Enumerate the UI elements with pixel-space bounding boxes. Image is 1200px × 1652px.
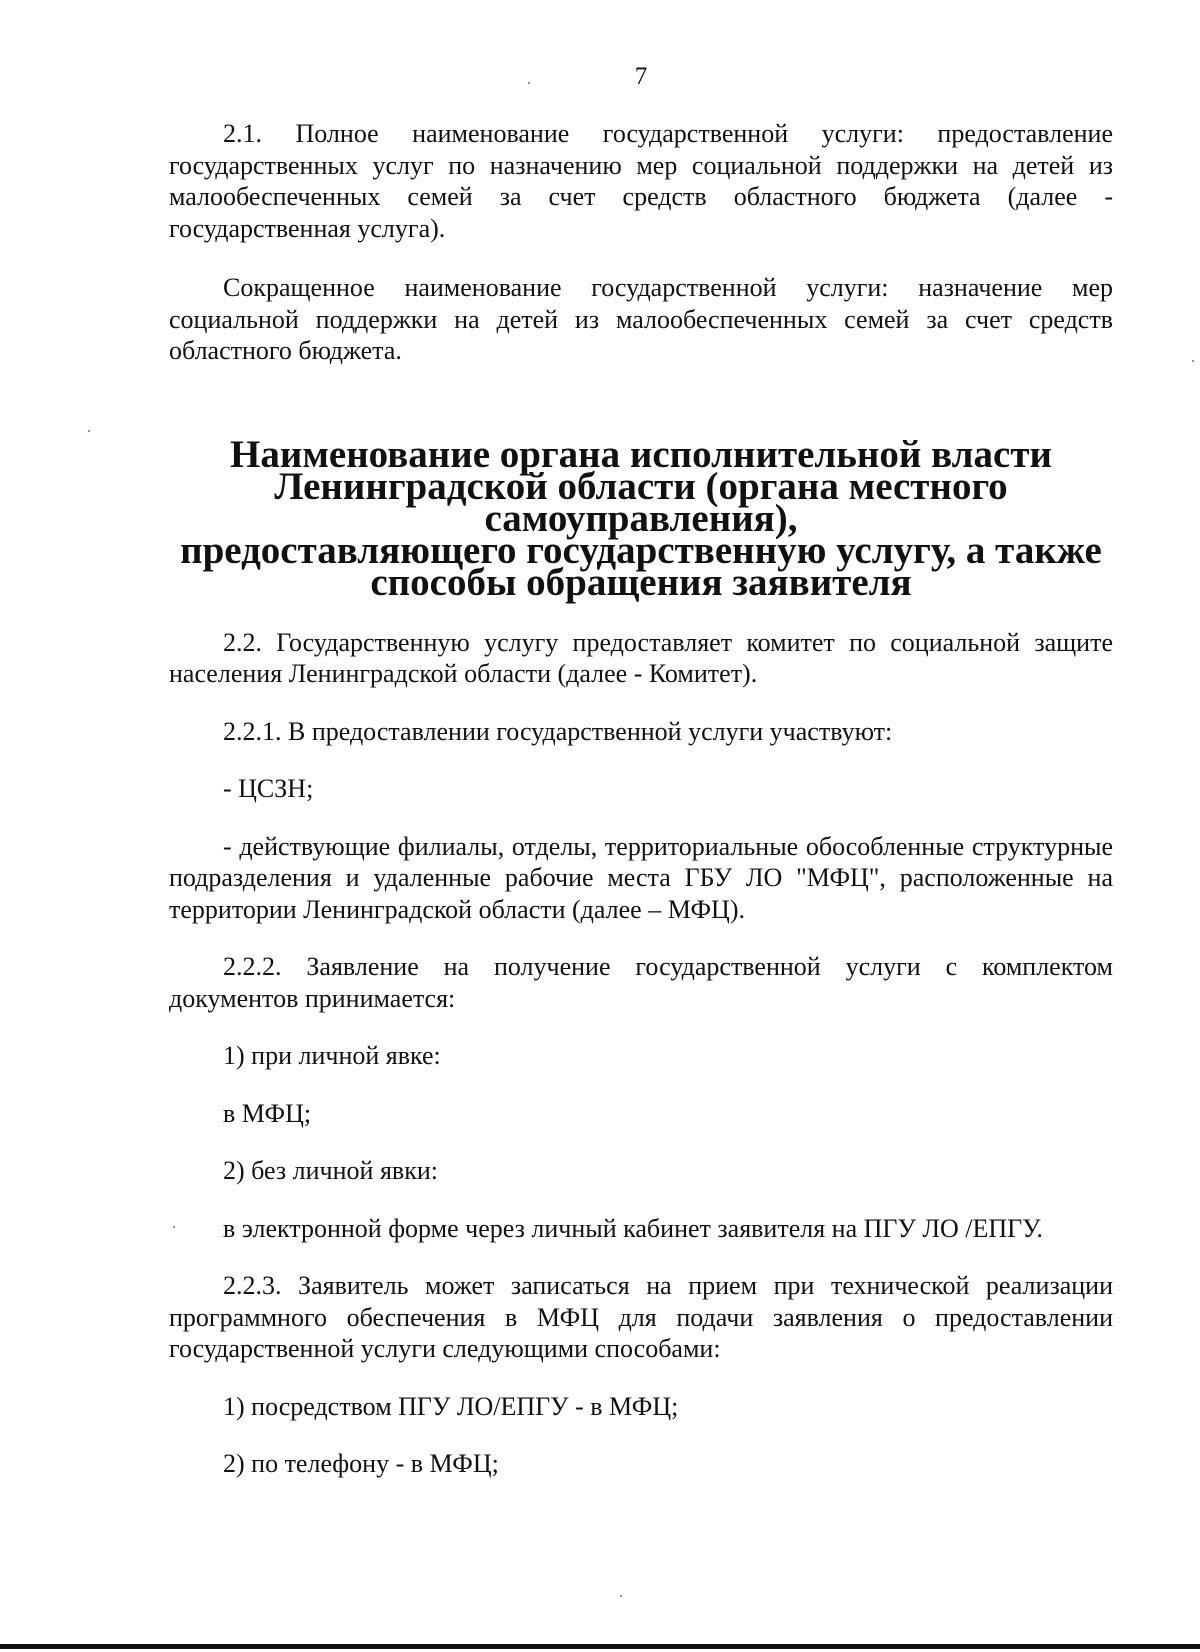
list-item-cszn: - ЦСЗН; xyxy=(223,774,314,803)
scan-speck xyxy=(1192,360,1194,362)
scan-bottom-edge xyxy=(0,1644,1200,1649)
list-item-in-mfc: в МФЦ; xyxy=(223,1098,312,1128)
section-heading xyxy=(169,432,1113,604)
paragraph-2-2-3: 2.2.3. Заявитель может записаться на прием при технической реализации программного обеспечения в МФЦ для подачи заявления о предоставлении государственной услуги следующими способами: xyxy=(169,1271,1113,1363)
document-body xyxy=(169,118,1113,1480)
scan-speck xyxy=(173,1226,175,1228)
paragraph-2-1-short-name: Сокращенное наименование государственной услуги: назначение мер социальной поддержки на детей из малообеспеченных семей за счет средств областного бюджета. xyxy=(169,273,1113,365)
paragraph-2-1-full-name: 2.1. Полное наименование государственной услуги: предоставление государственных услуг по назначению мер социальной поддержки на детей из малообеспеченных семей за счет средств областного бюджета (далее - государственная услуга). xyxy=(169,119,1113,243)
page-number: 7 xyxy=(634,63,648,90)
list-item-by-phone: 2) по телефону - в МФЦ; xyxy=(223,1449,499,1478)
paragraph-2-2: 2.2. Государственную услугу предоставляет комитет по социальной защите населения Ленинградской области (далее - Комитет). xyxy=(169,627,1113,688)
list-item-mfc-branches: - действующие филиалы, отделы, территориальные обособленные структурные подразделения и удаленные рабочие места ГБУ ЛО "МФЦ", расположенные на территории Ленинградской области (далее – МФЦ). xyxy=(169,831,1113,924)
scan-speck xyxy=(88,430,90,432)
list-item-electronic-form: в электронной форме через личный кабинет заявителя на ПГУ ЛО /ЕПГУ. xyxy=(223,1213,1043,1243)
heading-line-2: Ленинградской области (органа местного самоуправления), xyxy=(274,464,1008,540)
list-item-remote: 2) без личной явки: xyxy=(223,1156,438,1185)
list-item-via-portal: 1) посредством ПГУ ЛО/ЕПГУ - в МФЦ; xyxy=(223,1391,679,1421)
scan-speck xyxy=(620,1595,622,1597)
heading-line-3: предоставляющего государственную услугу, а также xyxy=(180,528,1102,572)
paragraph-2-2-1: 2.2.1. В предоставлении государственной услуги участвуют: xyxy=(223,716,893,746)
heading-line-1: Наименование органа исполнительной власти xyxy=(230,432,1052,476)
heading-line-4: способы обращения заявителя xyxy=(370,560,912,604)
scan-speck xyxy=(528,82,530,84)
list-item-in-person: 1) при личной явке: xyxy=(223,1041,441,1070)
paragraph-2-2-2: 2.2.2. Заявление на получение государственной услуги с комплектом документов принимается: xyxy=(169,952,1113,1013)
